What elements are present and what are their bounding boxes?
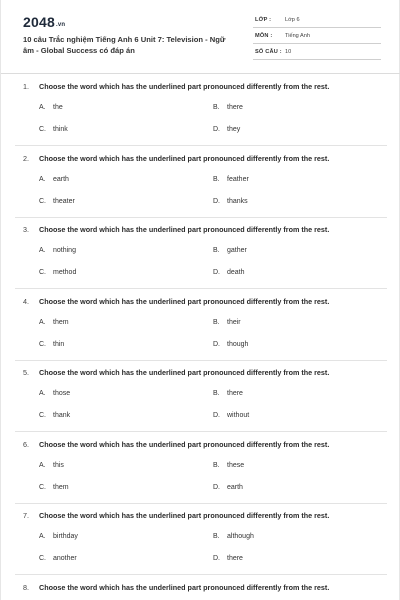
meta-subject xyxy=(253,30,381,44)
option-text: nothing xyxy=(53,247,76,254)
answer-option[interactable] xyxy=(213,533,254,540)
option-text: think xyxy=(53,126,68,133)
option-letter: B. xyxy=(213,390,220,397)
option-letter: D. xyxy=(213,269,220,276)
answer-option[interactable] xyxy=(213,104,243,111)
site-logo[interactable]: 2048.vn xyxy=(23,14,66,30)
option-text: there xyxy=(227,555,243,562)
option-letter: C. xyxy=(39,198,46,205)
option-text: another xyxy=(53,555,77,562)
option-text: these xyxy=(227,462,245,469)
answer-option[interactable] xyxy=(213,198,248,205)
option-letter: B. xyxy=(213,247,220,254)
question-divider xyxy=(15,145,387,146)
question-divider xyxy=(15,503,387,504)
answer-option[interactable] xyxy=(39,390,70,397)
option-text: the xyxy=(53,104,63,111)
meta-count xyxy=(253,46,381,60)
question-number: 1. xyxy=(23,82,29,91)
option-text: gather xyxy=(227,247,247,254)
answer-option[interactable] xyxy=(213,555,243,562)
option-letter: A. xyxy=(39,176,46,183)
option-text: there xyxy=(227,104,243,111)
answer-option[interactable] xyxy=(39,104,63,111)
answer-option[interactable] xyxy=(39,126,68,133)
option-text: thin xyxy=(53,341,65,348)
meta-value: 10 xyxy=(285,49,292,55)
option-letter: B. xyxy=(213,176,220,183)
option-letter: C. xyxy=(39,555,46,562)
answer-option[interactable] xyxy=(39,198,75,205)
option-text: earth xyxy=(227,484,243,491)
option-letter: C. xyxy=(39,341,46,348)
meta-label: MÔN : xyxy=(255,33,273,39)
answer-option[interactable] xyxy=(39,484,69,491)
answer-option[interactable] xyxy=(39,412,70,419)
answer-option[interactable] xyxy=(213,462,244,469)
question-text: Choose the word which has the underlined part pronounced differently from the rest. xyxy=(39,583,330,592)
question-stem xyxy=(23,368,329,377)
meta-value: Tiếng Anh xyxy=(285,33,310,39)
answer-option[interactable] xyxy=(39,247,76,254)
worksheet-title: 10 câu Trắc nghiệm Tiếng Anh 6 Unit 7: Television - Ngữ âm - Global Success có đáp án xyxy=(23,35,226,55)
answer-option[interactable] xyxy=(39,176,69,183)
worksheet-header xyxy=(1,0,400,74)
question-number: 3. xyxy=(23,225,29,234)
question-stem xyxy=(23,225,329,234)
option-letter: C. xyxy=(39,484,46,491)
meta-class xyxy=(253,14,381,28)
answer-option[interactable] xyxy=(213,269,245,276)
question-text: Choose the word which has the underlined part pronounced differently from the rest. xyxy=(39,440,330,449)
option-letter: D. xyxy=(213,484,220,491)
question-divider xyxy=(15,574,387,575)
question-number: 2. xyxy=(23,154,29,163)
meta-label: SỐ CÂU : xyxy=(255,49,282,55)
option-text: though xyxy=(227,341,249,348)
option-text: death xyxy=(227,269,245,276)
option-letter: B. xyxy=(213,319,220,326)
answer-option[interactable] xyxy=(39,341,64,348)
question-stem xyxy=(23,154,329,163)
answer-option[interactable] xyxy=(39,269,76,276)
option-letter: D. xyxy=(213,126,220,133)
question-text: Choose the word which has the underlined part pronounced differently from the rest. xyxy=(39,297,330,306)
answer-option[interactable] xyxy=(213,484,243,491)
option-text: thanks xyxy=(227,198,248,205)
question-text: Choose the word which has the underlined part pronounced differently from the rest. xyxy=(39,511,330,520)
answer-option[interactable] xyxy=(39,319,69,326)
question-stem xyxy=(23,583,329,592)
option-text: although xyxy=(227,533,254,540)
option-letter: B. xyxy=(213,533,220,540)
option-letter: A. xyxy=(39,319,46,326)
question-number: 4. xyxy=(23,297,29,306)
option-text: them xyxy=(53,319,69,326)
question-number: 8. xyxy=(23,583,29,592)
question-divider xyxy=(15,217,387,218)
option-letter: A. xyxy=(39,104,46,111)
option-text: them xyxy=(53,484,69,491)
option-text: feather xyxy=(227,176,249,183)
option-letter: D. xyxy=(213,412,220,419)
meta-value: Lớp 6 xyxy=(285,17,300,23)
answer-option[interactable] xyxy=(213,247,247,254)
question-text: Choose the word which has the underlined part pronounced differently from the rest. xyxy=(39,225,330,234)
question-text: Choose the word which has the underlined part pronounced differently from the rest. xyxy=(39,154,330,163)
option-text: birthday xyxy=(53,533,78,540)
option-text: thank xyxy=(53,412,71,419)
answer-option[interactable] xyxy=(39,533,78,540)
option-letter: A. xyxy=(39,247,46,254)
question-stem xyxy=(23,82,329,91)
option-text: those xyxy=(53,390,71,397)
question-stem xyxy=(23,440,329,449)
question-text: Choose the word which has the underlined part pronounced differently from the rest. xyxy=(39,82,330,91)
question-text: Choose the word which has the underlined part pronounced differently from the rest. xyxy=(39,368,330,377)
question-stem xyxy=(23,297,329,306)
option-text: they xyxy=(227,126,241,133)
option-text: their xyxy=(227,319,241,326)
question-number: 5. xyxy=(23,368,29,377)
question-divider xyxy=(15,360,387,361)
option-letter: A. xyxy=(39,462,46,469)
option-letter: D. xyxy=(213,555,220,562)
option-letter: C. xyxy=(39,269,46,276)
answer-option[interactable] xyxy=(213,341,248,348)
option-letter: B. xyxy=(213,462,220,469)
question-divider xyxy=(15,288,387,289)
option-text: method xyxy=(53,269,77,276)
option-text: theater xyxy=(53,198,75,205)
question-divider xyxy=(15,431,387,432)
option-letter: D. xyxy=(213,198,220,205)
answer-option[interactable] xyxy=(213,412,249,419)
answer-option[interactable] xyxy=(213,319,241,326)
answer-option[interactable] xyxy=(213,126,240,133)
option-text: this xyxy=(53,462,64,469)
option-text: there xyxy=(227,390,243,397)
meta-label: LỚP : xyxy=(255,17,272,23)
option-text: without xyxy=(227,412,250,419)
option-letter: B. xyxy=(213,104,220,111)
option-letter: C. xyxy=(39,126,46,133)
answer-option[interactable] xyxy=(39,555,77,562)
question-number: 7. xyxy=(23,511,29,520)
question-number: 6. xyxy=(23,440,29,449)
answer-option[interactable] xyxy=(213,390,243,397)
question-stem xyxy=(23,511,329,520)
option-letter: A. xyxy=(39,533,46,540)
option-text: earth xyxy=(53,176,69,183)
option-letter: A. xyxy=(39,390,46,397)
answer-option[interactable] xyxy=(39,462,64,469)
option-letter: C. xyxy=(39,412,46,419)
answer-option[interactable] xyxy=(213,176,249,183)
option-letter: D. xyxy=(213,341,220,348)
